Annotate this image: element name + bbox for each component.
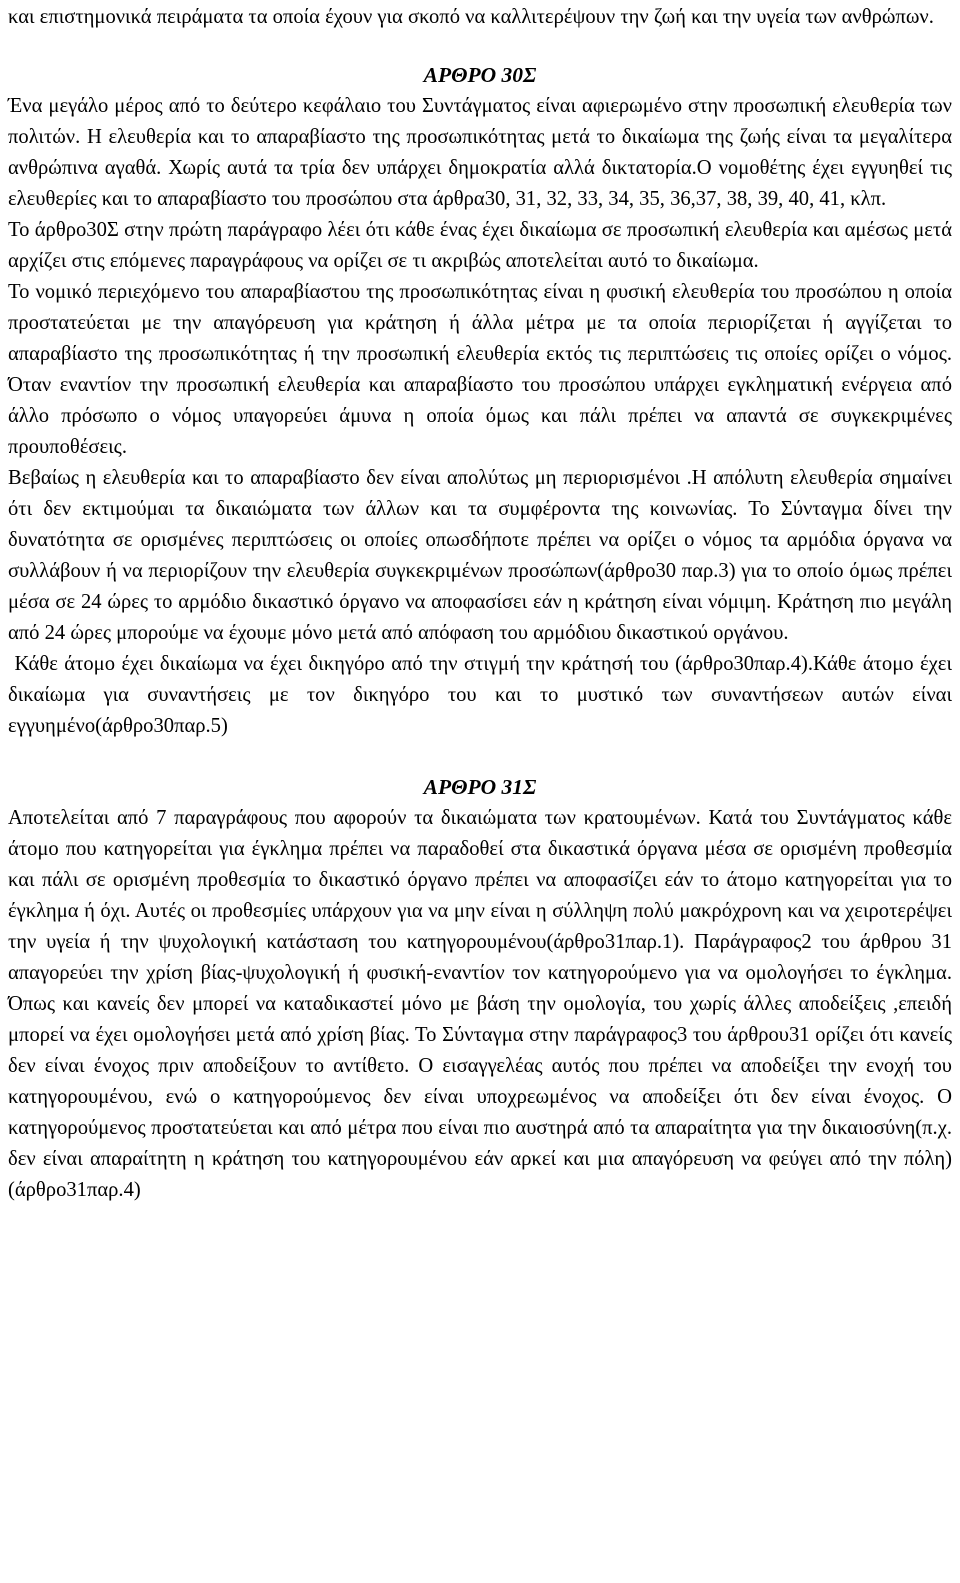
article-30-heading: ΑΡΘΡΟ 30Σ xyxy=(423,63,537,87)
article-31-paragraph-1: Αποτελείται από 7 παραγράφους που αφορούν τα δικαιώματα των κρατουμένων. Κατά του Συντάγματος κάθε άτομο που κατηγορείται για έγκλημα πρέπει να παραδοθεί στα δικαστικά όργανα μέσα σε ορισμένη προθεσμία και πάλι σε ορισμένη προθεσμία το δικαστικό όργανο πρέπει να αποφασίζει εάν το άτομο κατηγορείται για το έγκλημα ή όχι. Αυτές οι προθεσμίες υπάρχουν για να μην είναι η σύλληψη πολύ μακρόχρονη και να χειροτερέψει την υγεία ή την ψυχολογική κατάσταση του κατηγορουμένου(άρθρο31παρ.1). Παράγραφος2 του άρθρου 31 απαγορεύει την χρίση βίας-ψυχολογική ή φυσική-εναντίον τον κατηγορούμενο για να ομολογήσει το έγκλημα. Όπως και κανείς δεν μπορεί να καταδικαστεί μόνο με βάση την ομολογία, του χωρίς άλλες αποδείξεις ,επειδή μπορεί να έχει ομολογήσει μετά από χρίση βίας. Το Σύνταγμα στην παράγραφος3 του άρθρου31 ορίζει ότι κανείς δεν είναι ένοχος πριν αποδείξουν το αντίθετο. Ο εισαγγελέας αυτός που πρέπει να αποδείξει την ενοχή του κατηγορουμένου, ενώ ο κατηγορούμενος δεν είναι υποχρεωμένος να αποδείξει ότι δεν είναι ένοχος. Ο κατηγορούμενος προστατεύεται και από μέτρα που είναι πιο αυστηρά από τα απαραίτητα για την δικαιοσύνη(π.χ. δεν είναι απαραίτητη η κράτηση του κατηγορουμένου εάν αρκεί και μια απαγόρευση να φεύγει από την πόλη)(άρθρο31παρ.4) xyxy=(8,807,952,1201)
document-page xyxy=(0,2,960,1583)
article-30-paragraph-2: Το άρθρο30Σ στην πρώτη παράγραφο λέει ότι κάθε ένας έχει δικαίωμα σε προσωπική ελευθερία και αμέσως μετά αρχίζει στις επόμενες παραγράφους να ορίζει σε τι ακριβώς αποτελείται αυτό το δικαίωμα. xyxy=(8,219,952,272)
article-31-heading: ΑΡΘΡΟ 31Σ xyxy=(423,775,537,799)
intro-paragraph: και επιστημονικά πειράματα τα οποία έχουν για σκοπό να καλλιτερέψουν την ζωή και την υγεία των ανθρώπων. xyxy=(8,6,934,28)
article-30-paragraph-5: Κάθε άτομο έχει δικαίωμα να έχει δικηγόρο από την στιγμή την κράτησή του (άρθρο30παρ.4).Κάθε άτομο έχει δικαίωμα για συναντήσεις με τον δικηγόρο του και το μυστικό των συναντήσεων αυτών είναι εγγυημένο(άρθρο30παρ.5) xyxy=(8,653,958,737)
article-30-paragraph-4: Βεβαίως η ελευθερία και το απαραβίαστο δεν είναι απολύτως μη περιορισμένοι .Η απόλυτη ελευθερία σημαίνει ότι δεν εκτιμούμαι τα δικαιώματα των άλλων και τα συμφέροντα της κοινωνίας. Το Σύνταγμα δίνει την δυνατότητα σε ορισμένες περιπτώσεις οι οποίες οπωσδήποτε πρέπει να ορίζει ο νόμος τα αρμόδια όργανα να συλλάβουν ή να περιορίζουν την ελευθερία συγκεκριμένων προσώπων(άρθρο30 παρ.3) για το οποίο όμως πρέπει μέσα σε 24 ώρες το αρμόδιο δικαστικό όργανο να αποφασίσει εάν η κράτηση είναι νόμιμη. Κράτηση πιο μεγάλη από 24 ώρες μπορούμε να έχουμε μόνο μετά από απόφαση του αρμόδιου δικαστικού οργάνου. xyxy=(8,467,952,644)
article-30-paragraph-3: Το νομικό περιεχόμενο του απαραβίαστου της προσωπικότητας είναι η φυσική ελευθερία του προσώπου η οποία προστατεύεται με την απαγόρευση για κράτηση ή άλλα μέτρα με τα οποία περιορίζεται ή αγγίζεται το απαραβίαστο της προσωπικότητας ή την προσωπική ελευθερία εκτός τις περιπτώσεις τις οποίες ορίζει ο νόμος. Όταν εναντίον την προσωπική ελευθερία και απαραβίαστο του προσώπου υπάρχει εγκληματική ενέργεια από άλλο πρόσωπο ο νόμος υπαγορεύει άμυνα η οποία όμως και πάλι πρέπει να απαντά σε συγκεκριμένες προυποθέσεις. xyxy=(8,281,952,458)
article-30-paragraph-1: Ένα μεγάλο μέρος από το δεύτερο κεφάλαιο του Συντάγματος είναι αφιερωμένο στην προσωπική ελευθερία των πολιτών. Η ελευθερία και το απαραβίαστο της προσωπικότητας μετά το δικαίωμα της ζωής είναι τα μεγαλίτερα ανθρώπινα αγαθά. Χωρίς αυτά τα τρία δεν υπάρχει δημοκρατία αλλά δικτατορία.Ο νομοθέτης έχει εγγυηθεί τις ελευθερίες και το απαραβίαστο του προσώπου στα άρθρα30, 31, 32, 33, 34, 35, 36,37, 38, 39, 40, 41, κλπ. xyxy=(8,95,952,210)
